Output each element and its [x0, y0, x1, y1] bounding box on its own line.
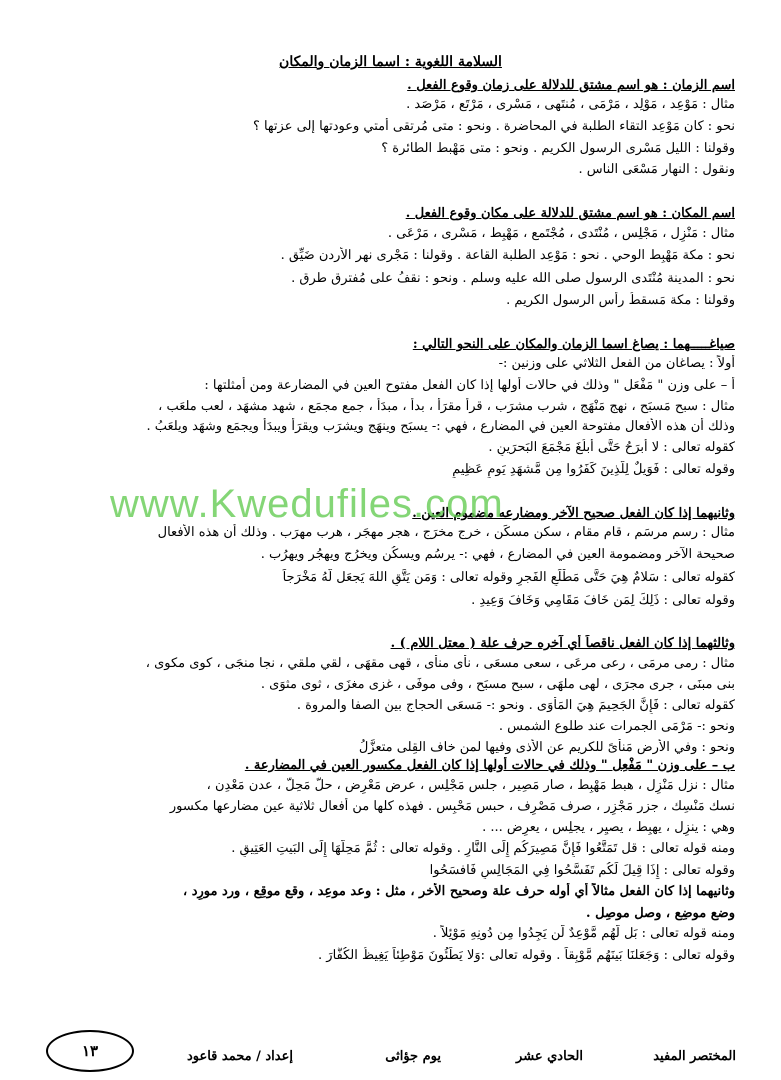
text-line: مثال : مَوْعِد ، مَوْلِد ، مَرْمَى ، مُنتَهى ، مَسْرى ، مَرْتَع ، مَرْصَد .: [406, 97, 735, 112]
text-line: وقوله تعالى : إِذَا قِيلَ لَكُم تَفَسَّحُوا فِي المَجَالِسِ فَافسَحُوا: [429, 863, 735, 878]
section-heading: وثالثهما إذا كان الفعل ناقصاً أي آخره حرف علة ( معتل اللام ) .: [390, 636, 735, 651]
text-line: مثال : نزل مَنْزِل ، هبط مَهْبِط ، صار مَصِير ، جلس مَجْلِس ، عرض مَعْرِض ، حلّ مَحِلّ ، عدن مَعْدِن ،: [206, 778, 735, 793]
section-heading: ب – على وزن " مَفْعِل " وذلك في حالات أولها إذا كان الفعل مكسور العين في المضارعة .: [244, 758, 735, 773]
text-line: بنى مبنَى ، جرى مجرَى ، لهى ملهَى ، سبح مسبَح ، وفى موفَى ، غزى مغزَى ، ثوى مثوَى .: [260, 677, 735, 692]
text-line: وقولنا : الليل مَسْرى الرسول الكريم . ونحو : متى مَهْبط الطائرة ؟: [381, 141, 735, 156]
text-line: صحيحة الآخر ومضمومة العين في المضارع ، فهي :- يرسُم ويسكُن ويخرُج ويهجُر ويهرُب .: [260, 547, 735, 562]
watermark: www.Kwedufiles.com: [110, 482, 504, 526]
text-line: كقوله تعالى : لا أَبرَحُ حَتَّى أَبلُغَ مَجْمَعَ البَحرَينِ .: [488, 440, 735, 455]
section-heading: اسم المكان : هو اسم مشتق للدلالة على مكان وقوع الفعل .: [405, 206, 735, 221]
footer-date: يوم جؤاثى: [385, 1049, 441, 1064]
text-line: وهي : ينزِل ، يهبِط ، يصيِر ، يجلِس ، يعرِض ... .: [482, 820, 735, 835]
text-line: وقوله تعالى : فَوَيلٌ لِلَّذِينَ كَفَرُوا مِن مَّشهَدِ يَومٍ عَظِيمٍ: [452, 462, 735, 477]
footer-source: المختصر المفيد: [653, 1049, 736, 1064]
text-line: مثال : رمى مرمَى ، رعى مرعَى ، سعى مسعَى ، نأى منأى ، قهى مقهَى ، لقي ملقي ، نجا منجَى ، كوى مكوى ،: [145, 656, 735, 671]
text-line: مثال : سبح مَسبَح ، نهج مَنْهَج ، شرب مشرَب ، قرأ مقرَأ ، بدأ ، مبدَأ ، جمع مجمَع ، شهد مشهَد ، لعب ملعَب ،: [158, 399, 735, 414]
footer-author: إعداد / محمد قاعود: [186, 1049, 293, 1064]
text-line: مثال : مَنْزِل ، مَجْلِس ، مُنْتَدى ، مُجْتَمع ، مَهْبِط ، مَسْرى ، مَرْعَى .: [387, 226, 735, 241]
text-line: ومنه قوله تعالى : بَل لَّهُم مَّوْعِدٌ لَّن يَجِدُوا مِن دُونِهِ مَوْئِلاً .: [432, 926, 735, 941]
section-heading: وثانيهما إذا كان الفعل صحيح الآخر ومضارعه مضموم العين .: [412, 506, 735, 521]
text-line: وقولنا : مكة مَسقطُ رأس الرسول الكريم .: [506, 293, 735, 308]
text-line: كقوله تعالى : سَلامٌ هِيَ حَتَّى مَطْلَعِ الفَجرِ وقوله تعالى : وَمَن يَتَّقِ اللهَ يَجعَل لَّهُ مَخْرَجاً: [282, 570, 735, 585]
section-heading: اسم الزمان : هو اسم مشتق للدلالة على زمان وقوع الفعل .: [407, 78, 735, 93]
text-line: ومنه قوله تعالى : قل تَمَتَّعُوا فَإِنَّ مَصِيرَكُم إِلَى النَّارِ . وقوله تعالى : ثُمَّ مَحِلُّهَا إِلَى البَيتِ العَتِيقِ .: [231, 841, 735, 856]
section-heading: صياغـــــهما : يصاغ اسما الزمان والمكان على النحو التالي :: [412, 337, 735, 352]
text-line: وذلك أن هذه الأفعال مفتوحة العين في المضارع ، فهي :- يسبَح وينهَج ويشرَب ويقرَأ ويبدَأ ويجمَع وشهَد ويلعَبُ .: [146, 419, 735, 434]
text-line: ونحو :- مَرْمَى الجمرات عند طلوع الشمس .: [498, 719, 735, 734]
text-line: وثانيهما إذا كان الفعل مثالاً أي أوله حرف علة وصحيح الأخر ، مثل : وعد موعِد ، وقع موقِع ، ورد مورِد ،: [183, 884, 735, 899]
text-line: أولاً : يصاغان من الفعل الثلاثي على وزنين :-: [498, 356, 735, 371]
text-line: وضع موضِع ، وصل موصِل .: [586, 906, 735, 921]
footer-grade: الحادي عشر: [516, 1049, 583, 1064]
text-line: نحو : المدينة مُنْتَدى الرسول صلى الله عليه وسلم . ونحو : نقفُ على مُفترق طرق .: [291, 271, 735, 286]
page-number: ١٣: [46, 1030, 134, 1072]
text-line: مثال : رسم مرسَم ، قام مقام ، سكن مسكَن ، خرج مخرَج ، هجر مهجَر ، هرب مهرَب . وذلك أن هذه الأفعال: [157, 525, 735, 540]
page-title: السلامة اللغوية : اسما الزمان والمكان: [279, 54, 502, 70]
text-line: نسك مَنْسِك ، جزر مَجْزِر ، صرف مَصْرِف ، حبس مَحْبِس . فهذه كلها من أفعال ثلاثية عين مضارعها مكسور: [169, 799, 735, 814]
text-line: ونقول : النهار مَسْعَى الناس .: [578, 162, 735, 177]
text-line: أ – على وزن " مَفْعَل " وذلك في حالات أولها إذا كان الفعل مفتوح العين في المضارعة ومن أمثلتها :: [204, 378, 735, 393]
text-line: نحو : كان مَوْعِد التقاء الطلبة في المحاضرة . ونحو : متى مُرتقى أمتي وعودتها إلى عزتها ؟: [252, 119, 735, 134]
text-line: وقوله تعالى : وَجَعَلنَا بَينَهُم مَّوْبِقاً . وقوله تعالى :وَلا يَطَئُونَ مَوْطِئاً يَغِيظُ الكُفَّارَ .: [318, 948, 735, 963]
text-line: وقوله تعالى : ذَلِكَ لِمَن خَافَ مَقَامِي وَخَافَ وَعِيدِ .: [471, 593, 735, 608]
text-line: ونحو : وفي الأرض مَنأىً للكريم عن الأذى وفيها لمن خاف القِلى متعزَّلُ: [358, 740, 735, 755]
text-line: كقوله تعالى : فَإِنَّ الجَحِيمَ هِيَ المَأوَى . ونحو :- مَسعَى الحجاج بين الصفا والمروة .: [296, 698, 735, 713]
text-line: نحو : مكة مَهْبِط الوحي . نحو : مَوْعِد الطلبة القاعة . وقولنا : مَجْرى نهر الأردن ضَيِّق .: [280, 248, 735, 263]
